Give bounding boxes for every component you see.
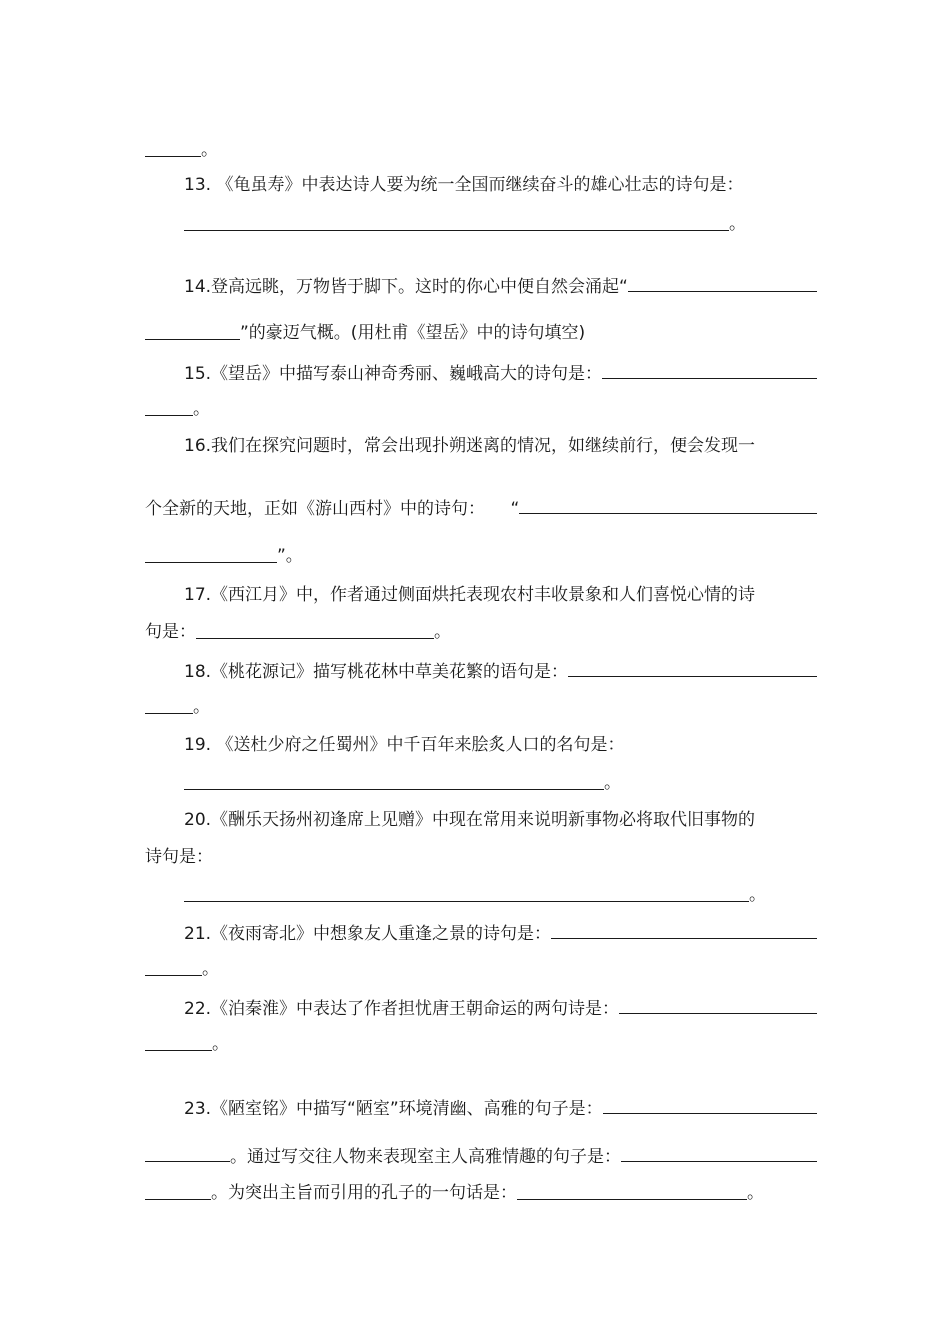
question-20-answer-line — [184, 883, 817, 907]
question-20-continued — [145, 845, 817, 869]
answer-blank[interactable] — [619, 995, 817, 1014]
question-16-end-line — [145, 544, 817, 568]
question-19 — [184, 733, 817, 757]
question-20-text: 20.《酬乐天扬州初逢席上见赠》中现在常用来说明新事物必将取代旧事物的 — [184, 810, 756, 830]
question-23-mid2-text: 。为突出主旨而引用的孔子的一句话是： — [211, 1183, 517, 1203]
question-15-text: 15.《望岳》中描写泰山神奇秀丽、巍峨高大的诗句是： — [184, 364, 603, 384]
question-13-answer-line — [184, 212, 817, 236]
question-14-continued — [145, 321, 817, 345]
question-18-text: 18.《桃花源记》描写桃花林中草美花繁的语句是： — [184, 662, 569, 682]
question-15 — [184, 360, 817, 384]
question-16-text: 16.我们在探究问题时，常会出现扑朔迷离的情况，如继续前行，便会发现一 — [184, 436, 756, 456]
line-end: 。 — [212, 1034, 229, 1054]
question-14 — [184, 273, 817, 297]
answer-blank[interactable] — [184, 883, 749, 902]
answer-blank[interactable] — [145, 138, 201, 157]
answer-blank[interactable] — [602, 360, 817, 379]
question-14-cont-text: ”的豪迈气概。(用杜甫《望岳》中的诗句填空) — [240, 323, 586, 343]
line-end: 。 — [434, 622, 451, 642]
line-end: 。 — [193, 399, 210, 419]
answer-blank[interactable] — [145, 1143, 230, 1162]
answer-blank[interactable] — [519, 495, 817, 514]
question-16-continued — [145, 495, 817, 519]
line-end: 。 — [749, 885, 766, 905]
answer-blank[interactable] — [145, 695, 193, 714]
answer-blank[interactable] — [621, 1143, 817, 1162]
question-17 — [184, 583, 817, 607]
question-20-cont-text: 诗句是： — [145, 847, 213, 867]
answer-blank[interactable] — [603, 1095, 817, 1114]
line-end: 。 — [747, 1183, 764, 1203]
answer-blank[interactable] — [184, 771, 604, 790]
answer-blank[interactable] — [145, 1032, 212, 1051]
answer-blank[interactable] — [196, 620, 434, 639]
answer-blank[interactable] — [628, 273, 817, 292]
question-17-cont-text: 句是： — [145, 622, 196, 642]
answer-blank[interactable] — [517, 1181, 747, 1200]
question-23-end-line — [145, 1181, 817, 1205]
question-23-mid1-text: 。通过写交往人物来表现室主人高雅情趣的句子是： — [230, 1147, 621, 1167]
answer-blank[interactable] — [551, 920, 817, 939]
answer-blank[interactable] — [145, 544, 277, 563]
answer-blank[interactable] — [145, 397, 193, 416]
question-18-continued — [145, 695, 817, 719]
question-17-text: 17.《西江月》中，作者通过侧面烘托表现农村丰收景象和人们喜悦心情的诗 — [184, 585, 756, 605]
question-13-text: 13. 《龟虽寿》中表达诗人要为统一全国而继续奋斗的雄心壮志的诗句是： — [184, 175, 744, 195]
answer-blank[interactable] — [184, 212, 729, 231]
question-19-answer-line — [184, 771, 817, 795]
question-22-text: 22.《泊秦淮》中表达了作者担忧唐王朝命运的两句诗是： — [184, 999, 620, 1019]
answer-blank[interactable] — [145, 957, 202, 976]
question-22-continued — [145, 1032, 817, 1056]
question-21 — [184, 920, 817, 944]
question-22 — [184, 995, 817, 1019]
line-end: ”。 — [277, 546, 303, 566]
question-15-continued — [145, 397, 817, 421]
line-end: 。 — [604, 773, 621, 793]
question-23 — [184, 1095, 817, 1119]
question-19-text: 19. 《送杜少府之任蜀州》中千百年来脍炙人口的名句是： — [184, 735, 625, 755]
answer-blank[interactable] — [145, 321, 240, 340]
continued-line — [145, 138, 817, 162]
question-18 — [184, 658, 817, 682]
question-20 — [184, 808, 817, 832]
line-end: 。 — [729, 214, 746, 234]
line-end: 。 — [193, 697, 210, 717]
line-end: 。 — [201, 140, 218, 160]
question-23-text: 23.《陋室铭》中描写“陋室”环境清幽、高雅的句子是： — [184, 1099, 603, 1119]
answer-blank[interactable] — [568, 658, 817, 677]
answer-blank[interactable] — [145, 1181, 211, 1200]
question-21-continued — [145, 957, 817, 981]
question-14-text: 14.登高远眺，万物皆于脚下。这时的你心中便自然会涌起“ — [184, 277, 628, 297]
line-end: 。 — [202, 959, 219, 979]
question-17-continued — [145, 620, 817, 644]
question-13 — [184, 173, 817, 197]
question-16 — [184, 434, 817, 458]
question-23-continued — [145, 1143, 817, 1167]
question-16-cont-text: 个全新的天地，正如《游山西村》中的诗句： “ — [145, 499, 520, 519]
question-21-text: 21.《夜雨寄北》中想象友人重逢之景的诗句是： — [184, 924, 552, 944]
